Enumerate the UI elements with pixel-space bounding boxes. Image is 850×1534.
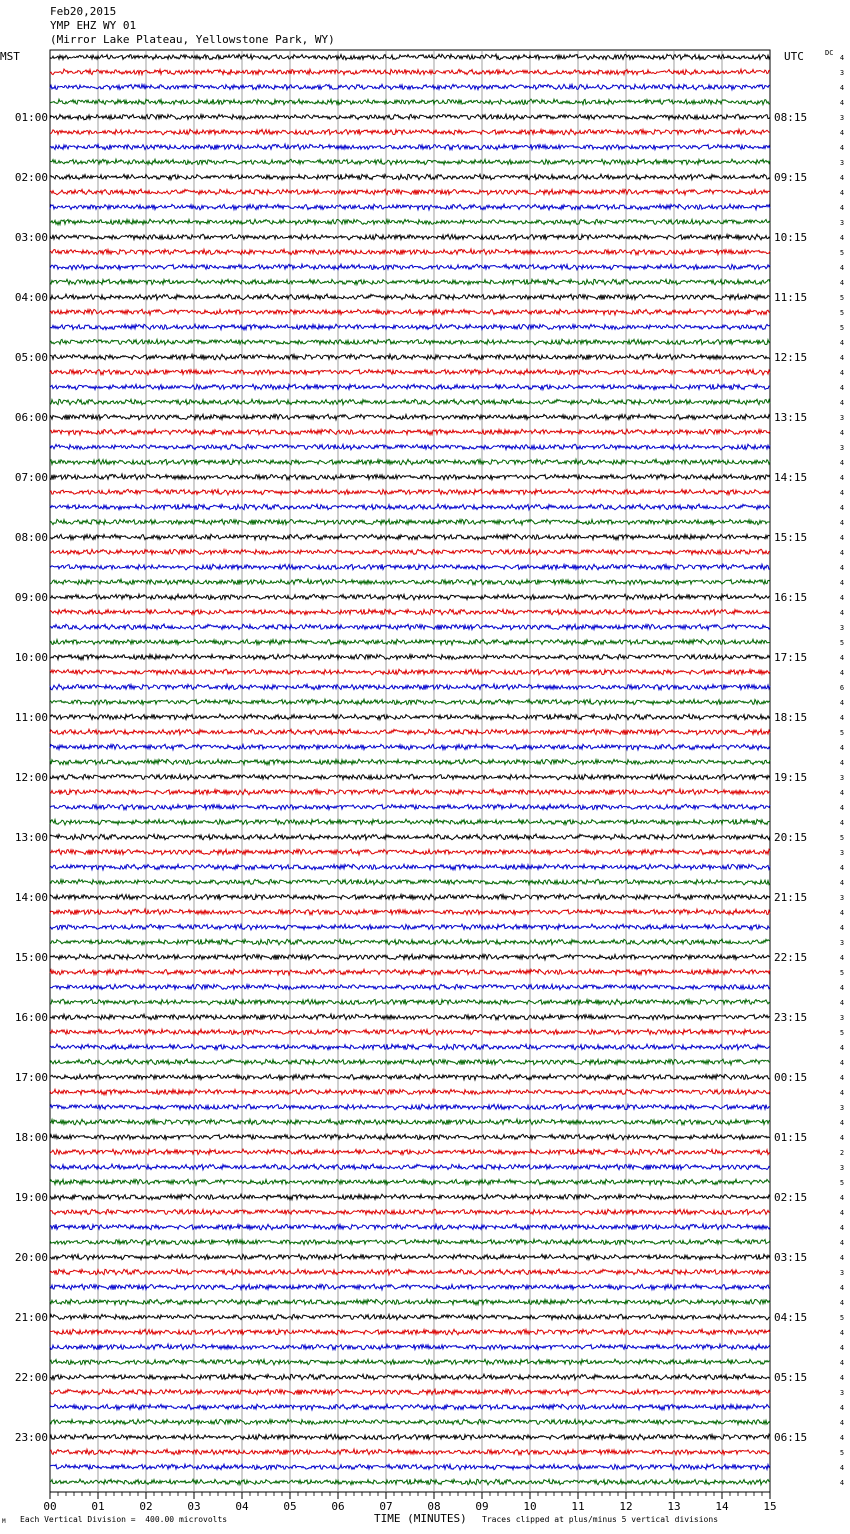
seismic-trace — [50, 444, 770, 450]
dc-offset-value: 4 — [839, 1419, 845, 1427]
utc-hour-label: 15:15 — [774, 531, 808, 544]
seismic-trace — [50, 309, 770, 315]
utc-hour-label: 08:15 — [774, 111, 808, 124]
seismic-trace — [50, 99, 770, 105]
utc-hour-label: 17:15 — [774, 651, 808, 664]
seismic-trace — [50, 159, 770, 165]
utc-hour-label: 22:15 — [774, 951, 808, 964]
mst-hour-label: 16:00 — [14, 1011, 48, 1024]
x-tick-label: 02 — [139, 1500, 153, 1513]
dc-offset-value: 5 — [839, 309, 845, 317]
seismic-trace — [50, 654, 770, 660]
utc-hour-label: 04:15 — [774, 1311, 808, 1324]
dc-offset-value: 3 — [839, 114, 845, 122]
dc-offset-value: 4 — [839, 999, 845, 1007]
dc-offset-value: 5 — [839, 249, 845, 257]
utc-hour-label: 00:15 — [774, 1071, 808, 1084]
dc-offset-value: 4 — [839, 669, 845, 677]
dc-offset-value: 4 — [839, 744, 845, 752]
dc-offset-value: 4 — [839, 714, 845, 722]
mst-hour-label: 10:00 — [14, 651, 48, 664]
seismic-trace — [50, 504, 770, 510]
mst-hour-label: 12:00 — [14, 771, 48, 784]
seismic-trace — [50, 909, 770, 915]
x-tick-label: 04 — [235, 1500, 249, 1513]
station-code: YMP EHZ WY 01 — [50, 19, 137, 32]
seismic-trace — [50, 489, 770, 495]
dc-offset-value: 4 — [839, 1134, 845, 1142]
seismic-trace — [50, 249, 770, 255]
mst-hour-label: 11:00 — [14, 711, 48, 724]
seismic-trace — [50, 279, 770, 285]
mst-hour-label: 01:00 — [14, 111, 48, 124]
seismic-trace — [50, 294, 770, 300]
seismic-trace — [50, 1314, 770, 1320]
x-tick-label: 14 — [715, 1500, 729, 1513]
seismic-trace — [50, 414, 770, 420]
utc-hour-label: 20:15 — [774, 831, 808, 844]
seismic-trace — [50, 144, 770, 150]
mst-hour-label: 14:00 — [14, 891, 48, 904]
seismic-trace — [50, 1254, 770, 1260]
seismic-trace — [50, 639, 770, 645]
seismic-trace — [50, 684, 770, 690]
x-tick-label: 01 — [91, 1500, 105, 1513]
dc-offset-value: 4 — [839, 699, 845, 707]
utc-hour-label: 10:15 — [774, 231, 808, 244]
seismic-trace — [50, 1194, 770, 1200]
clip-note: Traces clipped at plus/minus 5 vertical divisions — [482, 1515, 719, 1524]
mst-hour-label: 07:00 — [14, 471, 48, 484]
dc-offset-value: 4 — [839, 819, 845, 827]
dc-offset-value: 4 — [839, 399, 845, 407]
mst-hour-label: 15:00 — [14, 951, 48, 964]
dc-offset-value: 3 — [839, 1014, 845, 1022]
seismic-trace — [50, 714, 770, 720]
mst-hour-label: 23:00 — [14, 1431, 48, 1444]
left-timezone-label: MST — [0, 50, 20, 63]
dc-offset-value: 3 — [839, 1389, 845, 1397]
seismic-trace — [50, 54, 770, 60]
vertical-division-note: Each Vertical Division = 400.00 microvolts — [20, 1515, 228, 1524]
seismic-trace — [50, 969, 770, 975]
seismic-trace — [50, 399, 770, 405]
dc-offset-value: 4 — [839, 144, 845, 152]
dc-offset-value: 5 — [839, 729, 845, 737]
dc-offset-value: 5 — [839, 1179, 845, 1187]
dc-offset-value: 4 — [839, 1119, 845, 1127]
seismic-trace — [50, 1104, 770, 1110]
mst-hour-label: 09:00 — [14, 591, 48, 604]
dc-offset-value: 4 — [839, 519, 845, 527]
seismic-trace — [50, 84, 770, 90]
seismic-trace — [50, 1134, 770, 1140]
dc-offset-value: 4 — [839, 1464, 845, 1472]
mst-hour-label: 02:00 — [14, 171, 48, 184]
seismic-trace — [50, 1179, 770, 1185]
seismic-trace — [50, 114, 770, 120]
seismic-trace — [50, 669, 770, 675]
seismic-trace — [50, 1284, 770, 1290]
utc-hour-label: 01:15 — [774, 1131, 808, 1144]
utc-hour-label: 19:15 — [774, 771, 808, 784]
seismic-trace — [50, 1404, 770, 1410]
dc-offset-value: 4 — [839, 1089, 845, 1097]
seismic-trace — [50, 519, 770, 525]
utc-hour-label: 18:15 — [774, 711, 808, 724]
seismic-trace — [50, 954, 770, 960]
x-tick-label: 00 — [43, 1500, 57, 1513]
seismic-trace — [50, 834, 770, 840]
seismic-trace — [50, 579, 770, 585]
dc-offset-value: 4 — [839, 204, 845, 212]
dc-offset-value: 3 — [839, 774, 845, 782]
x-tick-label: 06 — [331, 1500, 345, 1513]
dc-offset-value: 4 — [839, 594, 845, 602]
seismic-trace — [50, 369, 770, 375]
dc-offset-value: 4 — [839, 879, 845, 887]
x-tick-label: 08 — [427, 1500, 441, 1513]
seismic-trace — [50, 789, 770, 795]
utc-hour-label: 13:15 — [774, 411, 808, 424]
seismic-trace — [50, 1029, 770, 1035]
dc-offset-value: 4 — [839, 279, 845, 287]
seismic-trace — [50, 1074, 770, 1080]
seismic-trace — [50, 984, 770, 989]
seismic-trace — [50, 774, 770, 780]
dc-offset-value: 3 — [839, 849, 845, 857]
mst-hour-label: 18:00 — [14, 1131, 48, 1144]
dc-column-label: DC — [825, 49, 834, 57]
seismic-trace — [50, 849, 770, 855]
dc-offset-value: 4 — [839, 189, 845, 197]
dc-offset-value: 4 — [839, 1359, 845, 1367]
dc-offset-value: 4 — [839, 1479, 845, 1487]
utc-hour-label: 09:15 — [774, 171, 808, 184]
dc-offset-value: 3 — [839, 219, 845, 227]
dc-offset-value: 4 — [839, 1074, 845, 1082]
dc-offset-value: 4 — [839, 54, 845, 62]
dc-offset-value: 4 — [839, 384, 845, 392]
seismic-trace — [50, 1149, 770, 1155]
dc-offset-value: 4 — [839, 489, 845, 497]
x-axis-title: TIME (MINUTES) — [374, 1512, 467, 1525]
mst-hour-label: 06:00 — [14, 411, 48, 424]
dc-offset-value: 5 — [839, 324, 845, 332]
dc-offset-value: 4 — [839, 1194, 845, 1202]
dc-offset-value: 4 — [839, 504, 845, 512]
seismic-trace — [50, 924, 770, 930]
seismic-trace — [50, 339, 770, 345]
dc-offset-value: 3 — [839, 1269, 845, 1277]
dc-offset-value: 3 — [839, 1104, 845, 1112]
seismic-trace — [50, 1344, 770, 1350]
dc-offset-value: 3 — [839, 414, 845, 422]
mst-hour-label: 17:00 — [14, 1071, 48, 1084]
seismic-trace — [50, 879, 770, 885]
dc-offset-value: 5 — [839, 1029, 845, 1037]
seismic-trace — [50, 894, 770, 900]
utc-hour-label: 05:15 — [774, 1371, 808, 1384]
dc-offset-value: 4 — [839, 654, 845, 662]
utc-hour-label: 03:15 — [774, 1251, 808, 1264]
utc-hour-label: 16:15 — [774, 591, 808, 604]
mst-hour-label: 20:00 — [14, 1251, 48, 1264]
dc-offset-value: 4 — [839, 1254, 845, 1262]
seismic-trace — [50, 459, 770, 465]
dc-offset-value: 4 — [839, 1344, 845, 1352]
seismic-trace — [50, 1359, 770, 1365]
seismic-trace — [50, 549, 770, 555]
x-tick-label: 12 — [619, 1500, 633, 1513]
mst-hour-label: 08:00 — [14, 531, 48, 544]
seismic-trace — [50, 744, 770, 750]
dc-offset-value: 5 — [839, 834, 845, 842]
dc-offset-value: 3 — [839, 159, 845, 167]
mst-hour-label: 04:00 — [14, 291, 48, 304]
right-timezone-label: UTC — [784, 50, 804, 63]
dc-offset-value: 4 — [839, 909, 845, 917]
seismic-trace — [50, 1269, 770, 1275]
seismic-trace — [50, 1014, 770, 1020]
dc-offset-value: 4 — [839, 924, 845, 932]
seismic-trace — [50, 1164, 770, 1170]
seismic-trace — [50, 609, 770, 615]
dc-offset-value: 4 — [839, 1329, 845, 1337]
seismic-trace — [50, 534, 770, 540]
dc-offset-value: 4 — [839, 954, 845, 962]
seismic-trace — [50, 129, 770, 135]
seismic-trace — [50, 204, 770, 210]
dc-offset-value: 4 — [839, 1434, 845, 1442]
seismic-trace — [50, 354, 770, 360]
dc-offset-value: 4 — [839, 474, 845, 482]
dc-offset-value: 4 — [839, 129, 845, 137]
seismic-trace — [50, 219, 770, 225]
dc-offset-value: 4 — [839, 354, 845, 362]
seismic-trace — [50, 699, 770, 705]
seismic-trace — [50, 69, 770, 75]
seismic-trace — [50, 729, 770, 735]
dc-offset-value: 4 — [839, 549, 845, 557]
seismic-trace — [50, 939, 770, 945]
utc-hour-label: 02:15 — [774, 1191, 808, 1204]
dc-offset-value: 4 — [839, 789, 845, 797]
corner-mark: M — [2, 1518, 6, 1525]
station-location: (Mirror Lake Plateau, Yellowstone Park, WY) — [50, 33, 335, 46]
seismic-trace — [50, 1329, 770, 1335]
dc-offset-value: 4 — [839, 1404, 845, 1412]
utc-hour-label: 06:15 — [774, 1431, 808, 1444]
dc-offset-value: 3 — [839, 444, 845, 452]
x-tick-label: 10 — [523, 1500, 537, 1513]
dc-offset-value: 4 — [839, 429, 845, 437]
x-tick-label: 09 — [475, 1500, 489, 1513]
seismic-trace — [50, 264, 770, 270]
dc-offset-value: 3 — [839, 939, 845, 947]
dc-offset-value: 3 — [839, 894, 845, 902]
utc-hour-label: 12:15 — [774, 351, 808, 364]
x-tick-label: 13 — [667, 1500, 681, 1513]
dc-offset-value: 4 — [839, 759, 845, 767]
dc-offset-value: 4 — [839, 864, 845, 872]
mst-hour-label: 13:00 — [14, 831, 48, 844]
utc-hour-label: 23:15 — [774, 1011, 808, 1024]
dc-offset-value: 5 — [839, 294, 845, 302]
dc-offset-value: 5 — [839, 1314, 845, 1322]
utc-hour-label: 21:15 — [774, 891, 808, 904]
seismic-trace — [50, 1089, 770, 1095]
dc-offset-value: 2 — [839, 1149, 845, 1157]
dc-offset-value: 4 — [839, 1284, 845, 1292]
seismic-trace — [50, 1209, 770, 1215]
dc-offset-value: 5 — [839, 639, 845, 647]
dc-offset-value: 5 — [839, 1449, 845, 1457]
seismic-trace — [50, 234, 770, 240]
record-date: Feb20,2015 — [50, 5, 117, 18]
seismic-trace — [50, 429, 770, 435]
dc-offset-value: 4 — [839, 609, 845, 617]
seismic-trace — [50, 564, 770, 570]
seismic-trace — [50, 174, 770, 180]
seismic-trace — [50, 1119, 770, 1125]
mst-hour-label: 03:00 — [14, 231, 48, 244]
dc-offset-value: 4 — [839, 534, 845, 542]
seismic-trace — [50, 1479, 770, 1485]
seismic-trace — [50, 594, 770, 600]
dc-offset-value: 4 — [839, 459, 845, 467]
dc-offset-value: 4 — [839, 579, 845, 587]
dc-offset-value: 4 — [839, 339, 845, 347]
mst-hour-label: 05:00 — [14, 351, 48, 364]
seismic-trace — [50, 759, 770, 765]
x-tick-label: 11 — [571, 1500, 585, 1513]
dc-offset-value: 6 — [839, 684, 845, 692]
x-tick-label: 03 — [187, 1500, 201, 1513]
seismic-trace — [50, 1374, 770, 1380]
dc-offset-value: 4 — [839, 1224, 845, 1232]
dc-offset-value: 4 — [839, 1044, 845, 1052]
dc-offset-value: 3 — [839, 69, 845, 77]
dc-offset-value: 5 — [839, 969, 845, 977]
dc-offset-value: 3 — [839, 624, 845, 632]
seismic-trace — [50, 864, 770, 870]
dc-offset-value: 4 — [839, 99, 845, 107]
dc-offset-value: 4 — [839, 804, 845, 812]
seismic-trace — [50, 474, 770, 480]
dc-offset-value: 4 — [839, 1059, 845, 1067]
seismic-trace — [50, 324, 770, 330]
seismic-trace — [50, 189, 770, 195]
utc-hour-label: 14:15 — [774, 471, 808, 484]
seismic-trace — [50, 999, 770, 1005]
seismic-trace — [50, 624, 770, 630]
dc-offset-value: 4 — [839, 1239, 845, 1247]
seismic-trace — [50, 1449, 770, 1455]
seismic-trace — [50, 819, 770, 825]
seismic-trace — [50, 1389, 770, 1395]
seismic-trace — [50, 804, 770, 809]
dc-offset-value: 4 — [839, 174, 845, 182]
dc-offset-value: 4 — [839, 264, 845, 272]
x-tick-label: 15 — [763, 1500, 777, 1513]
seismic-trace — [50, 1224, 770, 1230]
seismic-trace — [50, 1434, 770, 1440]
utc-hour-label: 11:15 — [774, 291, 808, 304]
seismic-trace — [50, 1239, 770, 1244]
mst-hour-label: 21:00 — [14, 1311, 48, 1324]
dc-offset-value: 4 — [839, 84, 845, 92]
dc-offset-value: 4 — [839, 1374, 845, 1382]
mst-hour-label: 19:00 — [14, 1191, 48, 1204]
seismic-trace — [50, 1419, 770, 1424]
seismic-trace — [50, 1044, 770, 1050]
x-tick-label: 07 — [379, 1500, 393, 1513]
seismic-trace — [50, 1299, 770, 1305]
seismic-trace — [50, 1059, 770, 1065]
dc-offset-value: 4 — [839, 984, 845, 992]
dc-offset-value: 3 — [839, 1164, 845, 1172]
dc-offset-value: 4 — [839, 1299, 845, 1307]
x-tick-label: 05 — [283, 1500, 297, 1513]
dc-offset-value: 4 — [839, 1209, 845, 1217]
mst-hour-label: 22:00 — [14, 1371, 48, 1384]
seismic-trace — [50, 384, 770, 390]
seismic-trace — [50, 1464, 770, 1470]
dc-offset-value: 4 — [839, 234, 845, 242]
dc-offset-value: 4 — [839, 564, 845, 572]
dc-offset-value: 4 — [839, 369, 845, 377]
